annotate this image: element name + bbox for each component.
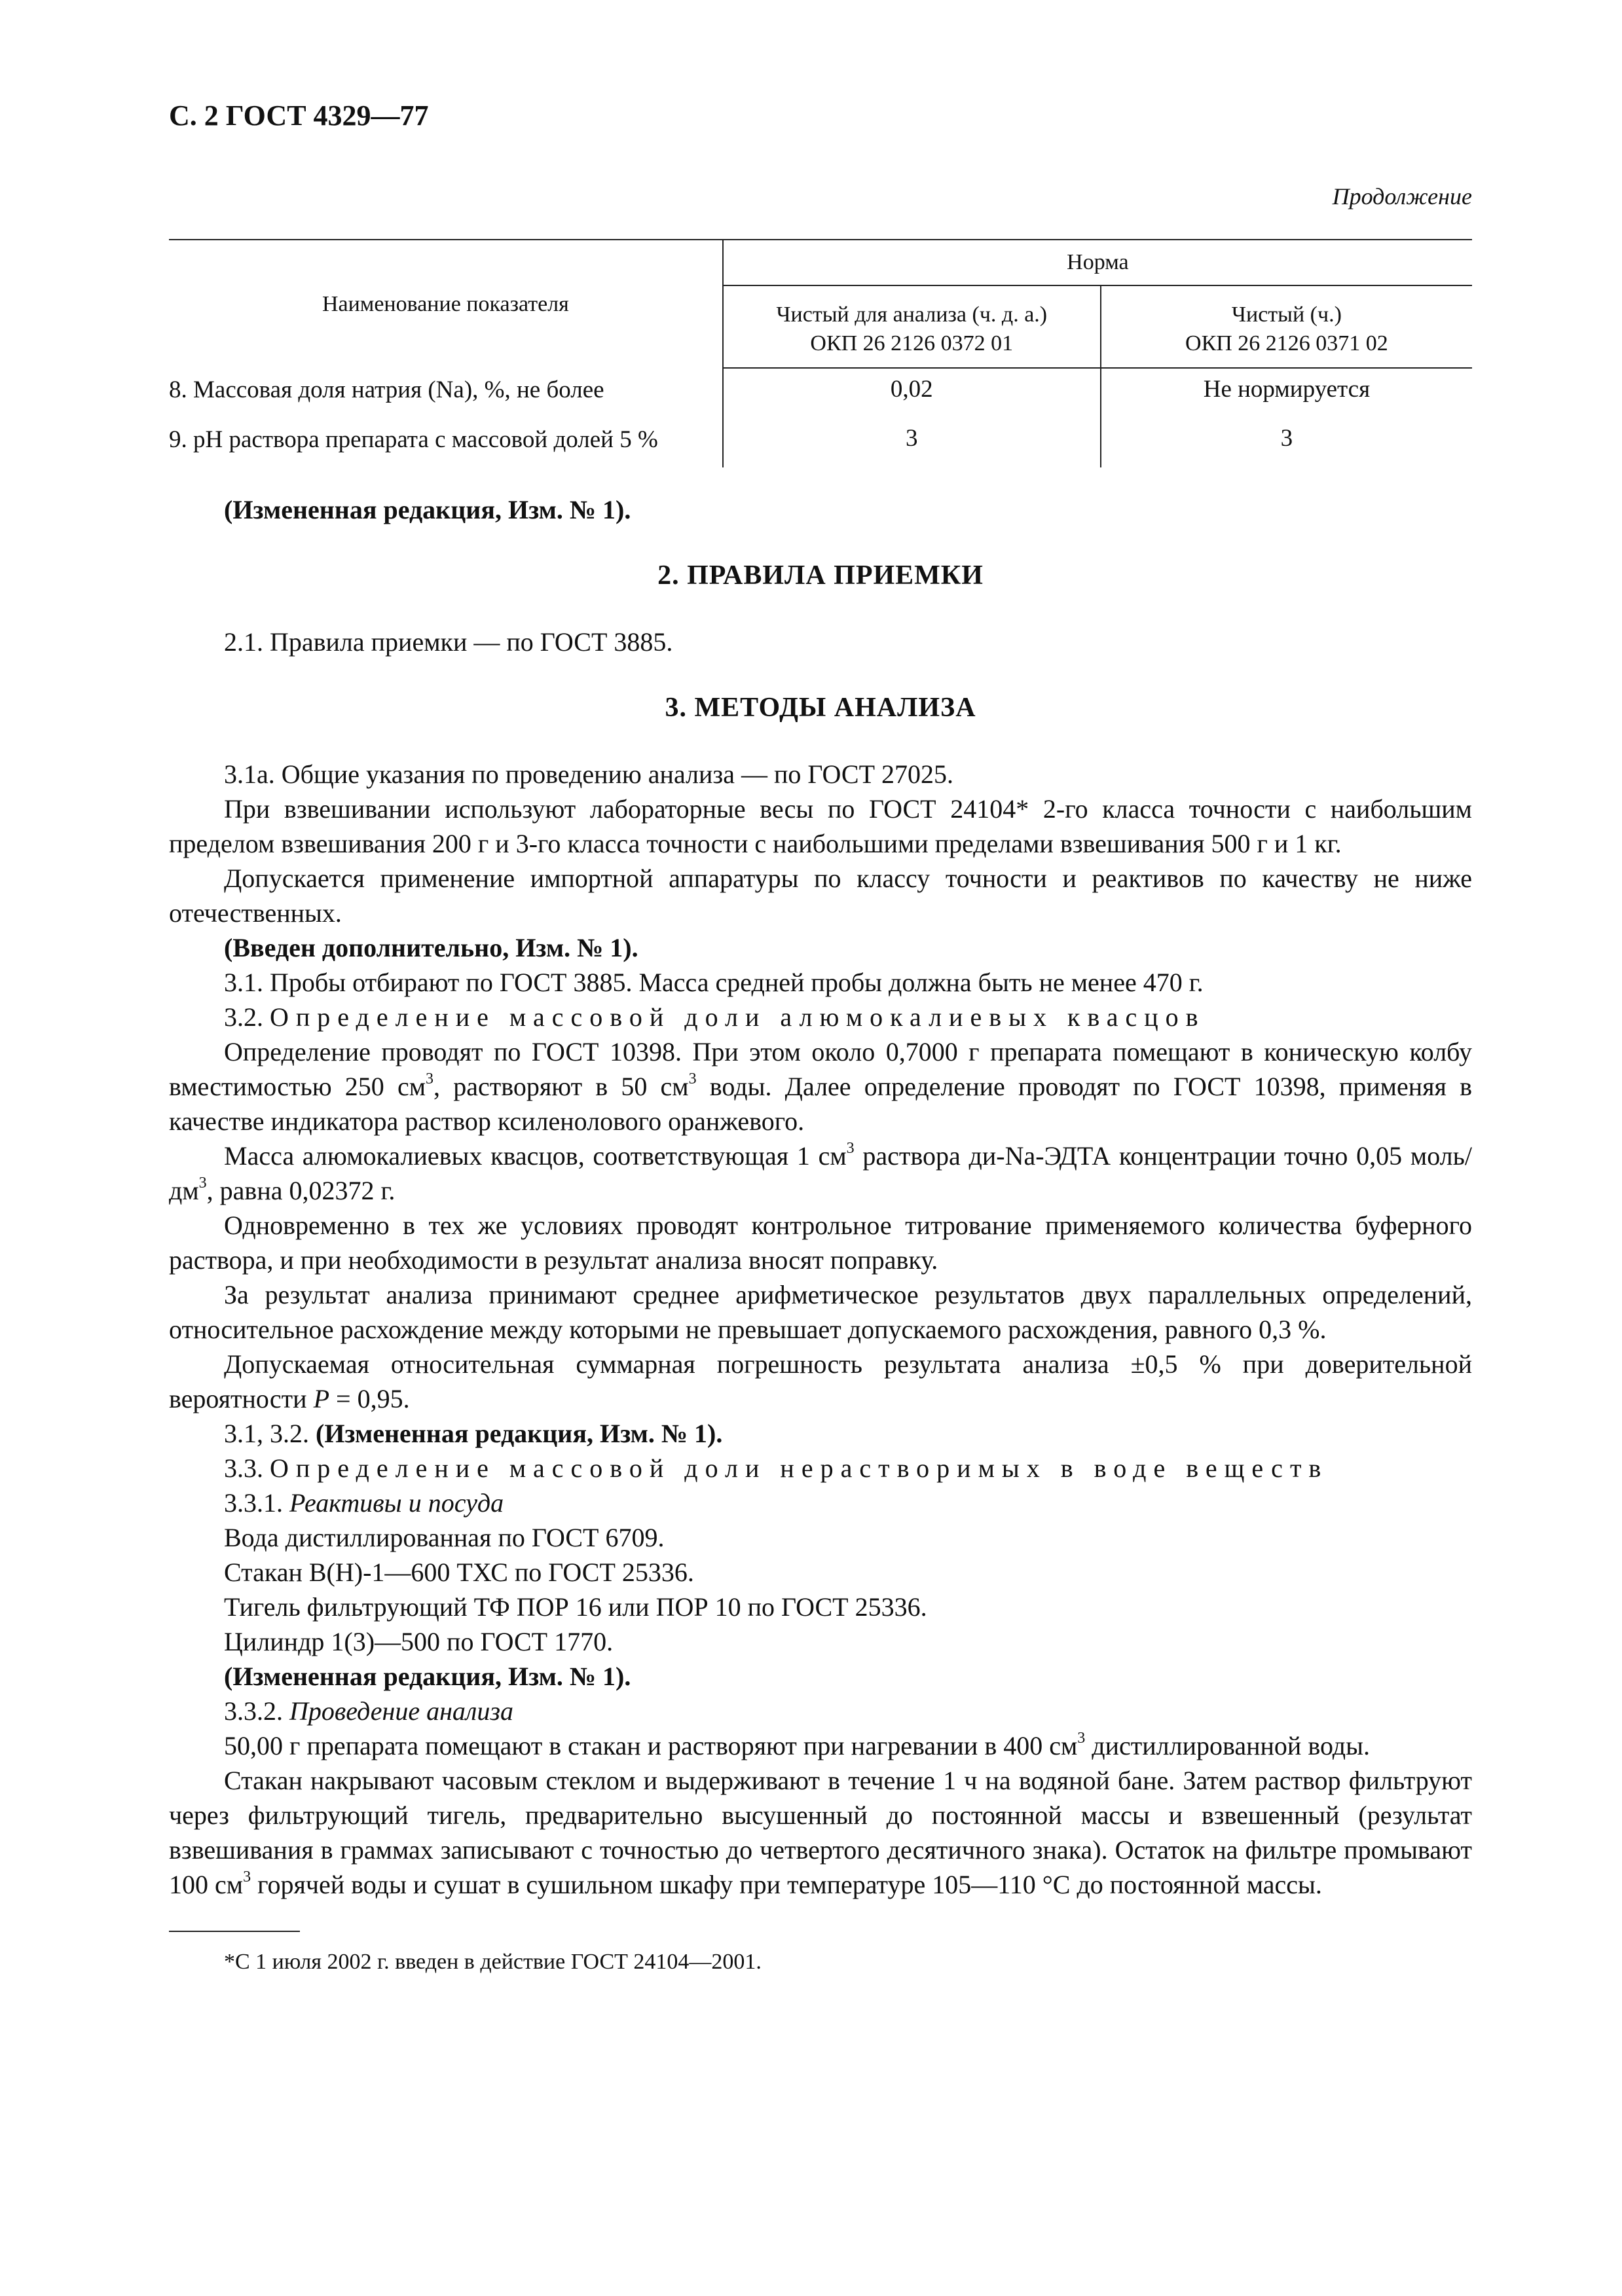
norms-table	[169, 239, 1472, 467]
row-value-pure-grade: Не нормируется	[1203, 376, 1371, 403]
clause-number: 3.3.	[224, 1453, 263, 1483]
reagent-item: Стакан В(Н)-1—600 ТХС по ГОСТ 25336.	[224, 1558, 694, 1587]
paragraph-3-1a: 3.1а. Общие указания по проведению анализа — по ГОСТ 27025.	[224, 759, 954, 789]
paragraph-3-2-heading	[169, 1000, 1472, 1034]
footnote-divider	[169, 1931, 300, 1932]
row-value-pure-grade: 3	[1280, 425, 1293, 452]
clause-number: 3.3.2.	[224, 1696, 283, 1726]
paragraph-control-titration: Одновременно в тех же условиях проводят контрольное титрование применяемого количества буферного раствора, и при необходимости в результат анализа вносят поправку.	[169, 1211, 1472, 1275]
paragraph-import: Допускается применение импортной аппаратуры по классу точности и реактивов по качеству не ниже отечественных.	[169, 864, 1472, 928]
text-part: Масса алюмокалиевых квасцов, соответствующая 1 см	[224, 1141, 847, 1171]
text-part: , растворяют в 50 см	[433, 1072, 689, 1101]
superscript: 3	[426, 1070, 434, 1087]
text-part: горячей воды и сушат в сушильном шкафу при температуре 105—110 °С до постоянной массы.	[251, 1870, 1322, 1899]
paragraph-filtering	[169, 1763, 1472, 1902]
column-header-analytical-grade-title: Чистый для анализа (ч. д. а.)	[776, 302, 1048, 327]
superscript: 3	[198, 1174, 207, 1192]
section-title-methods: 3. МЕТОДЫ АНАЛИЗА	[665, 693, 976, 723]
text-part: Стакан накрывают часовым стеклом и выдерживают в течение 1 ч на водяной бане. Затем раствор фильтруют через фильтрующий тигель, предварительно высушенный до постоянной массы и взвешенный (результат взвешивания в граммах записывают с точностью до четвертого десятичного знака). Остаток на фильтре промывают 100 см	[169, 1766, 1472, 1899]
document-page	[169, 98, 1472, 1977]
column-header-norma: Норма	[723, 240, 1472, 285]
paragraph-3-3-heading	[169, 1451, 1472, 1485]
table-row	[169, 368, 1472, 418]
amendment-introduced-note: (Введен дополнительно, Изм. № 1).	[224, 933, 638, 962]
text-part: = 0,95.	[329, 1384, 410, 1413]
footnote: *С 1 июля 2002 г. введен в действие ГОСТ 24104—2001.	[224, 1950, 762, 1974]
clause-title: Проведение анализа	[289, 1696, 513, 1726]
clause-title: Определение массовой доли нерастворимых в воде веществ	[270, 1453, 1329, 1483]
text-part: Допускаемая относительная суммарная погрешность результата анализа ±0,5 % при доверительной вероятности	[169, 1349, 1472, 1413]
clause-number: 3.2.	[224, 1002, 263, 1032]
amendment-note: (Измененная редакция, Изм. № 1).	[224, 1662, 631, 1691]
paragraph-determination	[169, 1034, 1472, 1139]
superscript: 3	[243, 1868, 251, 1886]
row-value-analytical-grade: 0,02	[723, 368, 1101, 418]
superscript: 3	[688, 1070, 697, 1087]
amendment-note: (Измененная редакция, Изм. № 1).	[224, 495, 631, 524]
superscript: 3	[846, 1139, 855, 1157]
paragraph-2-1: 2.1. Правила приемки — по ГОСТ 3885.	[224, 627, 673, 657]
column-header-pure-grade	[1101, 285, 1472, 368]
variable-p: P	[313, 1384, 330, 1413]
text-part: раствора ди-Na-ЭДТА концентрации точно 0,05 моль/дм	[169, 1141, 1473, 1205]
clause-number: 3.3.1.	[224, 1488, 283, 1518]
column-header-name: Наименование показателя	[169, 240, 723, 368]
column-header-analytical-grade-code: ОКП 26 2126 0372 01	[810, 331, 1014, 355]
column-header-pure-grade-code: ОКП 26 2126 0371 02	[1185, 331, 1388, 355]
table-row	[169, 418, 1472, 467]
paragraph-3-3-2-heading	[169, 1694, 1472, 1728]
text-part: Определение проводят по ГОСТ 10398. При этом около 0,7000 г препарата помещают в коническую колбу вместимостью 250 см	[169, 1037, 1472, 1101]
paragraph-3-1: 3.1. Пробы отбирают по ГОСТ 3885. Масса средней пробы должна быть не менее 470 г.	[224, 968, 1204, 997]
reagent-item: Вода дистиллированная по ГОСТ 6709.	[224, 1523, 665, 1552]
reagent-item: Тигель фильтрующий ТФ ПОР 16 или ПОР 10 по ГОСТ 25336.	[224, 1592, 927, 1622]
paragraph-weighing: При взвешивании используют лабораторные весы по ГОСТ 24104* 2-го класса точности с наибольшим пределом взвешивания 200 г и 3-го класса точности с наибольшими пределами взвешивания 500 г и 1 кг.	[169, 794, 1472, 858]
clause-number: 3.1, 3.2.	[224, 1419, 309, 1448]
column-header-pure-grade-title: Чистый (ч.)	[1231, 302, 1342, 327]
section-title-acceptance: 2. ПРАВИЛА ПРИЕМКИ	[657, 560, 984, 591]
paragraph-sample	[169, 1728, 1472, 1763]
text-part: воды. Далее определение проводят по ГОСТ 10398, применяя в качестве индикатора раствор ксиленолового оранжевого.	[169, 1072, 1473, 1136]
row-value-analytical-grade: 3	[723, 418, 1101, 467]
paragraph-result: За результат анализа принимают среднее арифметическое результатов двух параллельных определений, относительное расхождение между которыми не превышает допускаемого расхождения, равного 0,3 %.	[169, 1280, 1472, 1344]
amendment-note: (Измененная редакция, Изм. № 1).	[316, 1419, 723, 1448]
reagent-item: Цилиндр 1(3)—500 по ГОСТ 1770.	[224, 1627, 614, 1656]
paragraph-3-3-1-heading	[169, 1485, 1472, 1520]
row-indicator-name: 8. Массовая доля натрия (Na), %, не более	[169, 368, 723, 418]
paragraph-amend-3-1-3-2	[169, 1416, 1472, 1451]
continuation-label: Продолжение	[1332, 183, 1472, 210]
page-header: С. 2 ГОСТ 4329—77	[169, 100, 429, 132]
clause-title: Реактивы и посуда	[289, 1488, 504, 1518]
clause-title: Определение массовой доли алюмокалиевых квасцов	[270, 1002, 1206, 1032]
text-part: , равна 0,02372 г.	[206, 1176, 396, 1205]
paragraph-mass-equivalent	[169, 1139, 1472, 1208]
paragraph-error	[169, 1347, 1472, 1416]
superscript: 3	[1077, 1729, 1086, 1747]
row-indicator-name: 9. pH раствора препарата с массовой долей 5 %	[169, 418, 723, 467]
text-part: дистиллированной воды.	[1085, 1731, 1371, 1760]
column-header-analytical-grade	[723, 285, 1101, 368]
text-part: 50,00 г препарата помещают в стакан и растворяют при нагревании в 400 см	[224, 1731, 1078, 1760]
